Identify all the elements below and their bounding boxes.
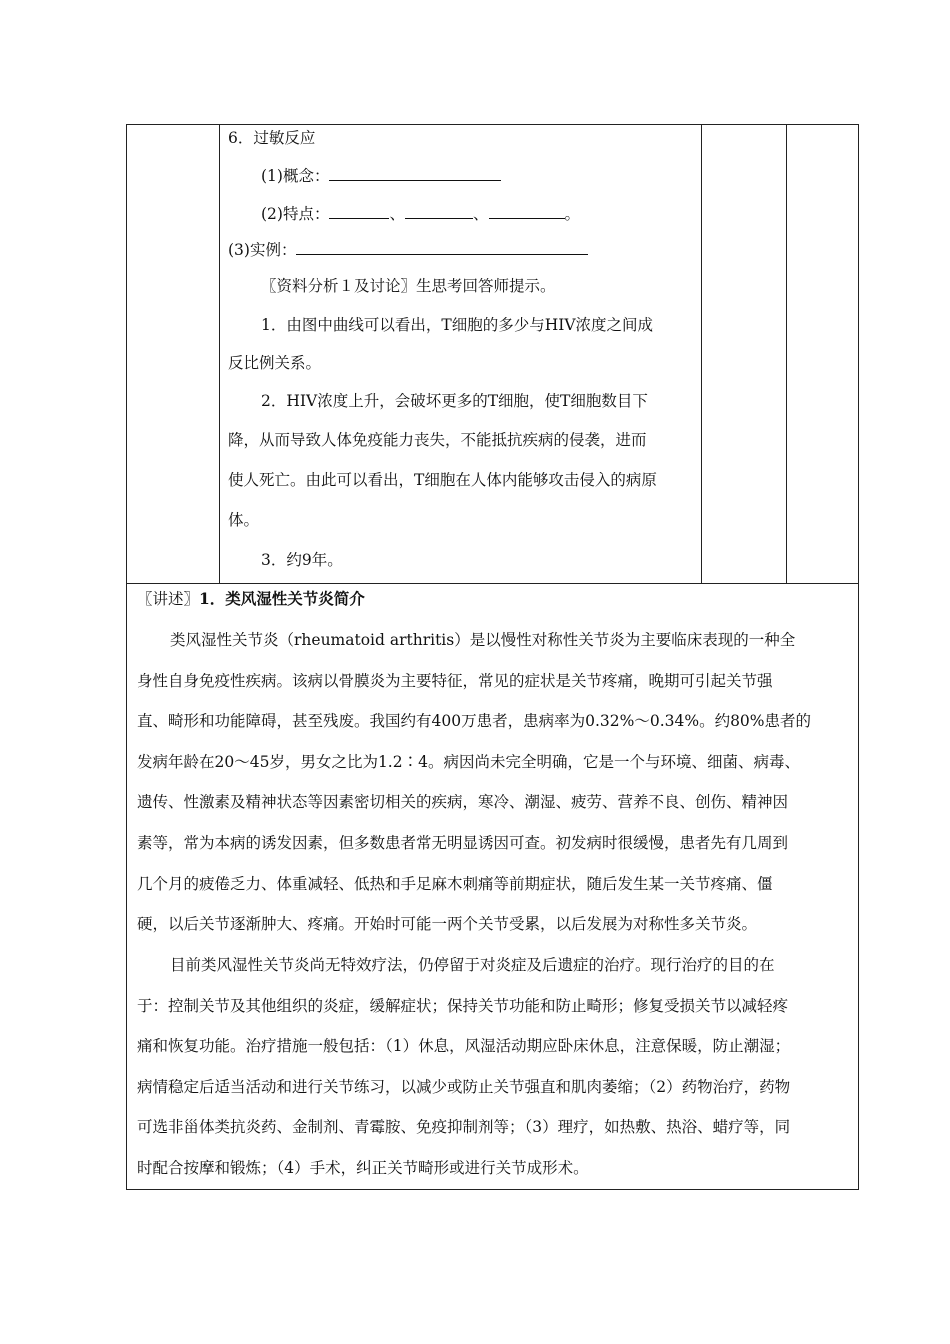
feature-blank-2 — [405, 204, 473, 219]
lecture-heading — [137, 589, 365, 609]
paragraph-line: 类风湿性关节炎（rheumatoid arthritis）是以慢性对称性关节炎为主要临床表现的一种全 — [170, 631, 796, 649]
paragraph-line: 素等，常为本病的诱发因素，但多数患者常无明显诱因可查。初发病时很缓慢，患者先有几周到 — [137, 833, 789, 852]
answer3: 3．约9年。 — [261, 551, 343, 569]
example-blank — [296, 240, 588, 255]
row-divider — [126, 583, 859, 584]
column-divider-2 — [701, 124, 702, 584]
features-row — [261, 204, 580, 224]
concept-label: (1)概念： — [261, 167, 330, 185]
column-divider-1 — [219, 124, 220, 584]
separator: 、 — [389, 205, 405, 223]
heading-title: 1．类风湿性关节炎简介 — [199, 589, 365, 608]
paragraph-line: 目前类风湿性关节炎尚无特效疗法，仍停留于对炎症及后遗症的治疗。现行治疗的目的在 — [170, 956, 775, 974]
paragraph-2 — [137, 945, 851, 1189]
heading-prefix: 〖讲述〗 — [137, 590, 200, 608]
answer2-line4: 体。 — [228, 511, 260, 529]
paragraph-line: 遗传、性激素及精神状态等因素密切相关的疾病，寒冷、潮湿、疲劳、营养不良、创伤、精神因 — [137, 793, 789, 812]
paragraph-line: 硬，以后关节逐渐肿大、疼痛。开始时可能一两个关节受累，以后发展为对称性多关节炎。 — [137, 915, 758, 934]
paragraph-1 — [137, 620, 851, 945]
end-mark: 。 — [564, 205, 581, 223]
paragraph-line: 直、畸形和功能障碍，甚至残废。我国约有400万患者，患病率为0.32%～0.34%。约80%患者的 — [137, 712, 812, 731]
paragraph-line: 发病年龄在20～45岁，男女之比为1.2∶4。病因尚未完全明确，它是一个与环境、细菌、病毒、 — [137, 752, 800, 771]
features-label: (2)特点： — [261, 205, 330, 223]
paragraph-line: 于：控制关节及其他组织的炎症，缓解症状；保持关节功能和防止畸形；修复受损关节以减轻疼 — [137, 996, 789, 1015]
feature-blank-1 — [329, 204, 389, 219]
answer2-line1: 2．HIV浓度上升，会破坏更多的T细胞，使T细胞数目下 — [261, 392, 648, 410]
answer1-line1: 1．由图中曲线可以看出，T细胞的多少与HIV浓度之间成 — [261, 316, 654, 334]
feature-blank-3 — [489, 204, 565, 219]
concept-row — [261, 166, 501, 186]
separator: 、 — [472, 205, 489, 223]
hint-heading: 〖资料分析１及讨论〗生思考回答师提示。 — [261, 277, 556, 295]
concept-blank — [329, 166, 501, 181]
example-label: (3)实例： — [228, 241, 297, 259]
answer1-line2: 反比例关系。 — [228, 354, 322, 372]
answer2-line2: 降，从而导致人体免疫能力丧失，不能抵抗疾病的侵袭，进而 — [228, 431, 647, 449]
paragraph-line: 痛和恢复功能。治疗措施一般包括：（1）休息，风湿活动期应卧床休息，注意保暖，防止潮湿； — [137, 1037, 791, 1056]
paragraph-line: 几个月的疲倦乏力、体重减轻、低热和手足麻木刺痛等前期症状，随后发生某一关节疼痛、僵 — [137, 874, 773, 893]
answer2-line3: 使人死亡。由此可以看出，T细胞在人体内能够攻击侵入的病原 — [228, 471, 657, 489]
paragraph-line: 身性自身免疫性疾病。该病以骨膜炎为主要特征，常见的症状是关节疼痛，晚期可引起关节强 — [137, 671, 773, 690]
paragraph-line: 病情稳定后适当活动和进行关节练习，以减少或防止关节强直和肌肉萎缩；（2）药物治疗，药物 — [137, 1077, 791, 1096]
paragraph-line: 可选非甾体类抗炎药、金制剂、青霉胺、免疫抑制剂等；（3）理疗，如热敷、热浴、蜡疗等，同 — [137, 1118, 791, 1137]
example-row — [228, 240, 588, 260]
item6-title: 6．过敏反应 — [228, 129, 316, 147]
column-divider-3 — [786, 124, 787, 584]
paragraph-line: 时配合按摩和锻炼；（4）手术，纠正关节畸形或进行关节成形术。 — [137, 1158, 589, 1177]
